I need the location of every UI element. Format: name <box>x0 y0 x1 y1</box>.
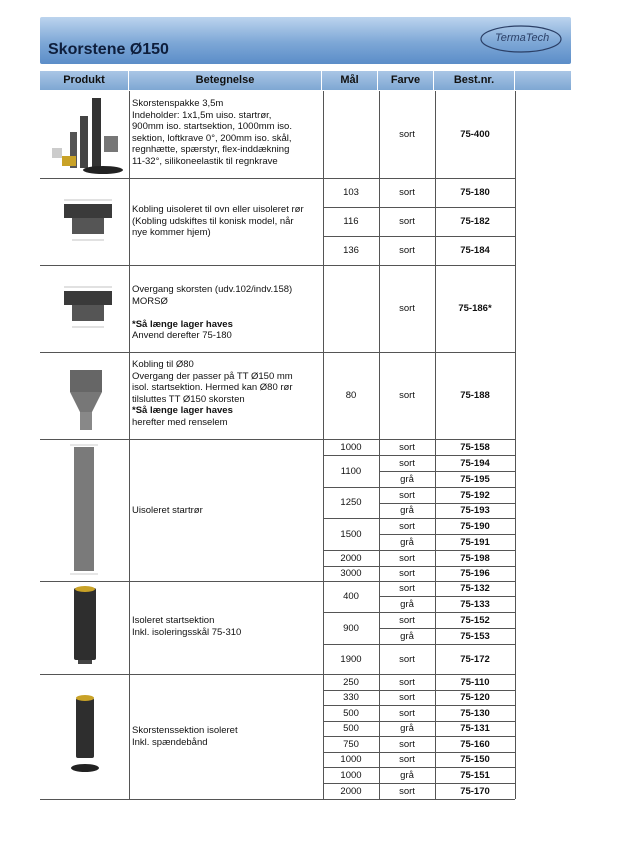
uninsulated-pipe-image <box>66 443 104 577</box>
row-divider <box>379 736 515 737</box>
farve-cell: sort <box>399 738 415 750</box>
bestnr-cell: 75-184 <box>460 245 490 256</box>
mal-cell: 2000 <box>340 785 362 797</box>
group-divider <box>40 178 515 179</box>
farve-cell: sort <box>399 216 415 227</box>
row-divider <box>379 783 515 784</box>
bestnr-cell: 75-153 <box>460 630 490 642</box>
bestnr-cell: 75-170 <box>460 785 490 797</box>
row-divider <box>379 236 515 237</box>
description-line: Anvend derefter 75-180 <box>132 330 232 341</box>
group-divider <box>40 439 515 440</box>
bestnr-cell: 75-192 <box>460 489 490 501</box>
mal-cell: 750 <box>343 738 359 750</box>
product-description <box>132 615 322 638</box>
description-line: Skorstenssektion isoleret <box>132 725 238 736</box>
row-divider <box>323 644 379 645</box>
group-divider <box>40 265 515 266</box>
description-line: isol. startsektion. Hermed kan Ø80 rør <box>132 382 293 393</box>
farve-cell: sort <box>399 692 415 703</box>
mal-cell: 103 <box>343 187 359 198</box>
mal-cell: 1000 <box>340 441 362 453</box>
coupling-image <box>60 196 116 244</box>
product-description <box>132 725 322 748</box>
description-line <box>132 307 322 319</box>
description-line: Overgang der passer på TT Ø150 mm <box>132 370 293 382</box>
farve-cell: sort <box>399 676 415 688</box>
mal-cell: 2000 <box>340 552 362 564</box>
mal-cell: 500 <box>343 707 359 719</box>
row-divider <box>379 690 515 691</box>
product-description <box>132 284 322 342</box>
farve-cell: sort <box>399 614 415 626</box>
product-description <box>132 98 322 167</box>
bestnr-cell: 75-152 <box>460 614 490 626</box>
bestnr-cell: 75-133 <box>460 598 490 610</box>
row-divider <box>323 455 379 456</box>
mal-cell: 80 <box>345 390 357 401</box>
row-divider <box>379 534 515 535</box>
page-title: Skorstene Ø150 <box>48 41 169 58</box>
row-divider <box>379 207 515 208</box>
description-line: *Så længe lager haves <box>132 405 233 416</box>
bestnr-cell: 75-198 <box>460 552 490 564</box>
row-divider <box>323 550 379 551</box>
bestnr-cell: 75-150 <box>460 754 490 765</box>
farve-cell: sort <box>399 390 415 401</box>
mal-cell: 116 <box>343 216 359 227</box>
description-line: Inkl. spændebånd <box>132 736 208 748</box>
farve-cell: sort <box>399 441 415 453</box>
mal-cell: 400 <box>343 591 359 602</box>
description-line: Kobling til Ø80 <box>132 359 194 370</box>
farve-cell: sort <box>399 457 415 469</box>
row-divider <box>379 721 515 722</box>
mal-cell: 500 <box>343 723 359 734</box>
row-divider <box>323 236 379 237</box>
farve-cell: sort <box>399 245 415 256</box>
group-divider <box>40 799 515 800</box>
mal-cell: 900 <box>343 622 359 634</box>
bestnr-cell: 75-110 <box>460 676 490 688</box>
termatech-logo <box>477 22 563 56</box>
table-header <box>40 71 571 90</box>
bestnr-cell: 75-400 <box>460 129 490 140</box>
mal-cell: 1000 <box>340 754 362 765</box>
row-divider <box>323 487 379 488</box>
col-bestnr: Best.nr. <box>434 71 515 90</box>
row-divider <box>379 705 515 706</box>
mal-cell: 1250 <box>340 497 362 508</box>
col-produkt: Produkt <box>40 71 129 90</box>
mal-cell: 330 <box>343 692 359 703</box>
description-line: (Kobling udskiftes til konisk model, når <box>132 215 294 227</box>
column-divider <box>435 91 436 799</box>
bestnr-cell: 75-132 <box>460 583 490 594</box>
row-divider <box>323 767 379 768</box>
farve-cell: grå <box>400 769 414 781</box>
mal-cell: 1100 <box>340 465 362 477</box>
farve-cell: sort <box>399 489 415 501</box>
column-divider <box>515 91 516 799</box>
bestnr-cell: 75-172 <box>460 653 490 665</box>
row-divider <box>323 612 379 613</box>
mal-cell: 250 <box>343 676 359 688</box>
description-line: sektion, loftkrave 0°, 200mm iso. skål, <box>132 132 292 144</box>
description-line: tilsluttes TT Ø150 skorsten <box>132 393 245 405</box>
bestnr-cell: 75-195 <box>460 473 490 485</box>
farve-cell: grå <box>400 723 414 734</box>
description-line: *Så længe lager haves <box>132 318 233 330</box>
mal-cell: 1500 <box>340 528 362 540</box>
description-line: Overgang skorsten (udv.102/indv.158) <box>132 284 293 295</box>
row-divider <box>379 767 515 768</box>
farve-cell: sort <box>399 187 415 198</box>
description-line: 900mm iso. startsektion, 1000mm iso. <box>132 121 292 132</box>
row-divider <box>379 503 515 504</box>
row-divider <box>323 721 379 722</box>
row-divider <box>379 518 515 519</box>
group-divider <box>40 581 515 582</box>
farve-cell: sort <box>399 754 415 765</box>
farve-cell: grå <box>400 598 414 610</box>
description-line: 11-32°, silikoneelastik til regnkrave <box>132 155 278 167</box>
bestnr-cell: 75-158 <box>460 441 490 453</box>
farve-cell: sort <box>399 552 415 564</box>
mal-cell: 1000 <box>340 769 362 781</box>
bestnr-cell: 75-190 <box>460 520 490 532</box>
row-divider <box>323 690 379 691</box>
bestnr-cell: 75-194 <box>460 457 490 469</box>
description-line: Indeholder: 1x1,5m uiso. startrør, <box>132 109 272 121</box>
farve-cell: sort <box>399 568 415 579</box>
description-line: Uisoleret startrør <box>132 505 203 516</box>
row-divider <box>379 566 515 567</box>
description-line: Isoleret startsektion <box>132 615 215 626</box>
mal-cell: 3000 <box>340 568 362 579</box>
bestnr-cell: 75-193 <box>460 505 490 516</box>
group-divider <box>40 674 515 675</box>
transition-image <box>60 283 116 331</box>
bestnr-cell: 75-130 <box>460 707 490 719</box>
logo-text: TermaTech <box>495 32 550 44</box>
row-divider <box>379 752 515 753</box>
bestnr-cell: 75-182 <box>460 216 490 227</box>
farve-cell: sort <box>399 707 415 719</box>
row-divider <box>323 752 379 753</box>
farve-cell: sort <box>399 583 415 594</box>
bestnr-cell: 75-191 <box>460 536 490 548</box>
farve-cell: sort <box>399 653 415 665</box>
row-divider <box>323 207 379 208</box>
row-divider <box>323 566 379 567</box>
bestnr-cell: 75-180 <box>460 187 490 198</box>
product-description <box>132 204 322 239</box>
bestnr-cell: 75-186* <box>458 303 492 314</box>
farve-cell: sort <box>399 785 415 797</box>
product-description <box>132 505 322 517</box>
description-line: Skorstenspakke 3,5m <box>132 98 224 109</box>
farve-cell: sort <box>399 129 415 140</box>
description-line: nye kommer hjem) <box>132 227 211 238</box>
farve-cell: grå <box>400 473 414 485</box>
bestnr-cell: 75-196 <box>460 568 490 579</box>
product-description <box>132 359 322 428</box>
mal-cell: 1900 <box>340 653 362 665</box>
farve-cell: grå <box>400 630 414 642</box>
description-line: Inkl. isoleringsskål 75-310 <box>132 626 242 638</box>
column-divider <box>379 91 380 799</box>
farve-cell: grå <box>400 505 414 516</box>
mal-cell: 136 <box>343 245 359 256</box>
row-divider <box>379 471 515 472</box>
bestnr-cell: 75-160 <box>460 738 490 750</box>
bestnr-cell: 75-151 <box>460 769 490 781</box>
row-divider <box>379 487 515 488</box>
description-line: regnhætte, spærstyr, flex-inddækning <box>132 144 290 155</box>
group-divider <box>40 352 515 353</box>
farve-cell: sort <box>399 520 415 532</box>
column-divider <box>323 91 324 799</box>
row-divider <box>379 644 515 645</box>
row-divider <box>379 628 515 629</box>
col-mal: Mål <box>322 71 378 90</box>
row-divider <box>323 705 379 706</box>
bestnr-cell: 75-131 <box>460 723 490 734</box>
row-divider <box>379 596 515 597</box>
col-betegnelse: Betegnelse <box>129 71 322 90</box>
row-divider <box>323 736 379 737</box>
reducer-image <box>62 360 112 436</box>
description-line: Kobling uisoleret til ovn eller uisoleret rør <box>132 204 304 215</box>
description-line: MORSØ <box>132 295 168 307</box>
row-divider <box>379 550 515 551</box>
row-divider <box>379 612 515 613</box>
column-divider <box>129 91 130 799</box>
title-banner <box>40 17 571 64</box>
chimney-kit-image <box>48 96 126 176</box>
farve-cell: sort <box>399 303 415 314</box>
bestnr-cell: 75-188 <box>460 390 490 401</box>
row-divider <box>323 783 379 784</box>
bestnr-cell: 75-120 <box>460 692 490 703</box>
insulated-section-image <box>66 690 104 776</box>
description-line: herefter med renselem <box>132 416 228 428</box>
row-divider <box>323 518 379 519</box>
row-divider <box>379 455 515 456</box>
insulated-start-section-image <box>68 584 102 668</box>
col-farve: Farve <box>378 71 434 90</box>
farve-cell: grå <box>400 536 414 548</box>
